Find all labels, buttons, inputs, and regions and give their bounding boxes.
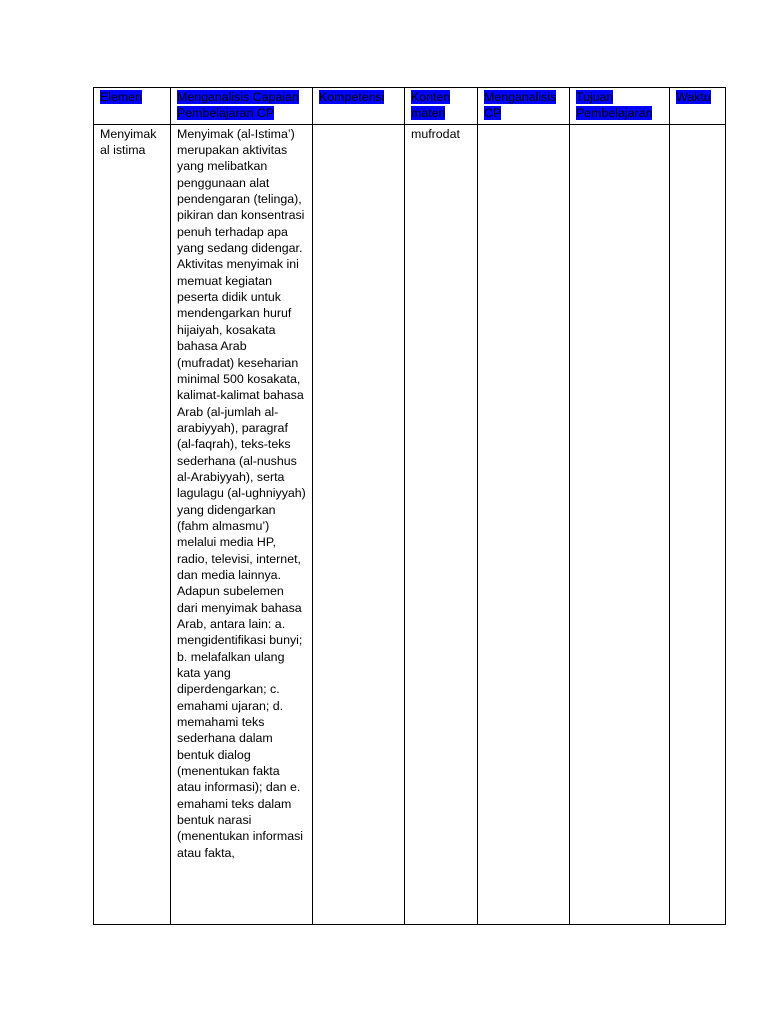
header-elemen-label: Elemen <box>100 90 143 104</box>
table-row <box>94 124 726 924</box>
cell-elemen <box>94 124 171 924</box>
cell-menganalisis-cp <box>478 124 570 924</box>
cell-kompetensi <box>313 124 405 924</box>
cp-analysis-table <box>93 87 726 925</box>
header-tujuan-pembelajaran-label: Tujuan Pembelajaran <box>576 90 653 121</box>
konten-materi-text: mufrodat <box>411 126 460 141</box>
header-kompetensi-label: Kompetensi <box>319 90 385 104</box>
header-menganalisis-cp <box>478 88 570 125</box>
header-waktu <box>670 88 726 125</box>
header-konten-materi-label: Konten materi <box>411 90 451 121</box>
cell-tujuan-pembelajaran <box>570 124 670 924</box>
header-tujuan-pembelajaran <box>570 88 670 125</box>
table-header-row <box>94 88 726 125</box>
header-analisis-capaian-label: Menganalisis Capaian Pembelajaran CP <box>177 90 299 121</box>
header-kompetensi <box>313 88 405 125</box>
header-elemen <box>94 88 171 125</box>
cell-analisis-capaian <box>171 124 313 924</box>
cell-konten-materi <box>405 124 478 924</box>
cell-waktu <box>670 124 726 924</box>
header-menganalisis-cp-label: Menganalisis CP <box>484 90 557 121</box>
header-analisis-capaian <box>171 88 313 125</box>
analisis-cp-text: Menyimak (al-Istima’) merupakan aktivitas yang melibatkan penggunaan alat pendengaran (telinga), pikiran dan konsentrasi penuh terhadap apa yang sedang didengar. Aktivitas menyimak ini memuat kegiatan peserta didik untuk mendengarkan huruf hijaiyah, kosakata bahasa Arab (mufradat) keseharian minimal 500 kosakata, kalimat-kalimat bahasa Arab (al-jumlah al-arabiyyah), paragraf (al-faqrah), teks-teks sederhana (al-nushus al-Arabiyyah), serta lagulagu (al-ughniyyah) yang didengarkan (fahm almasmu’) melalui media HP, radio, televisi, internet, dan media lainnya. Adapun subelemen dari menyimak bahasa Arab, antara lain: a. mengidentifikasi bunyi; b. melafalkan ulang kata yang diperdengarkan; c. emahami ujaran; d. memahami teks sederhana dalam bentuk dialog (menentukan fakta atau informasi); dan e. emahami teks dalam bentuk narasi (menentukan informasi atau fakta, <box>177 126 306 860</box>
header-waktu-label: Waktu <box>676 90 711 104</box>
header-konten-materi <box>405 88 478 125</box>
elemen-text: Menyimak al istima <box>100 126 157 158</box>
